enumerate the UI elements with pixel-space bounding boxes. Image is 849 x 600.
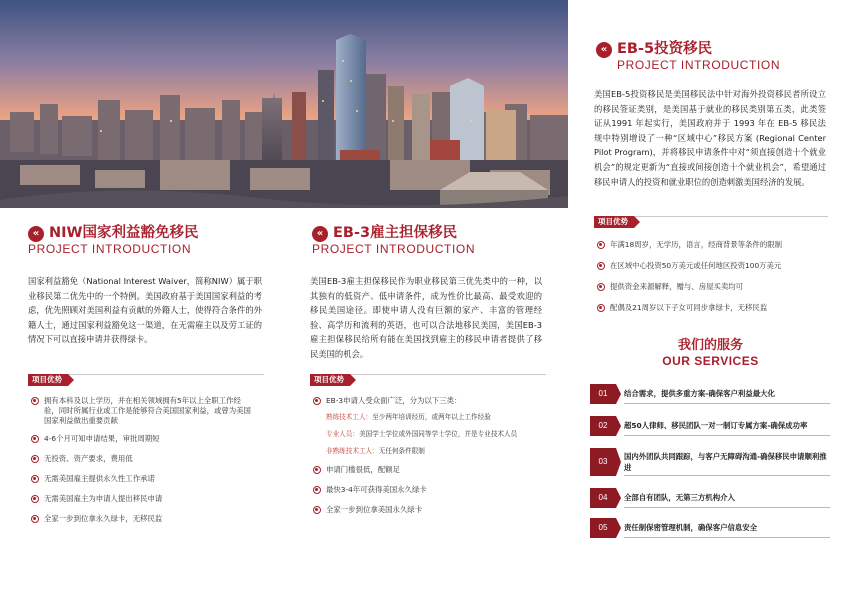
category-desc: 美国学士学位或外国同等学士学位，并是专业技术人员 bbox=[358, 430, 518, 438]
city-skyline-photo bbox=[0, 0, 568, 208]
list-item: 提供资金来源解释，赠与、房屋买卖均可 bbox=[594, 282, 830, 292]
service-number: 02 bbox=[590, 416, 616, 436]
double-chevron-icon: « bbox=[28, 226, 44, 242]
list-item: 全家一步到位拿美国永久绿卡 bbox=[310, 505, 546, 515]
services-heading bbox=[594, 338, 827, 369]
niw-title-en: PROJECT INTRODUCTION bbox=[28, 242, 192, 256]
service-item bbox=[590, 488, 830, 508]
eb5-title-cn: EB-5投资移民 bbox=[617, 41, 713, 57]
eb3-title-cn: EB-3雇主担保移民 bbox=[333, 225, 458, 241]
list-item: 年满18周岁，无学历，语言，经商背景等条件的限制 bbox=[594, 240, 830, 250]
service-item bbox=[590, 518, 830, 538]
list-item: 全家一步到位拿永久绿卡，无移民监 bbox=[28, 514, 254, 524]
eb3-advantage-bar bbox=[310, 374, 546, 386]
list-item: 无需美国雇主为申请人提出移民申请 bbox=[28, 494, 254, 504]
eb3-heading bbox=[312, 224, 475, 257]
list-item: 申请门槛很低，配额足 bbox=[310, 465, 546, 475]
list-item: 4-6个月可知申请结果，审批周期短 bbox=[28, 434, 254, 444]
category-desc: 无任何条件限制 bbox=[378, 447, 425, 455]
eb5-advantage-list bbox=[594, 240, 830, 313]
service-number: 04 bbox=[590, 488, 616, 508]
service-text: 结合需求，提供多重方案-确保客户利益最大化 bbox=[624, 384, 830, 404]
eb3-title-en: PROJECT INTRODUCTION bbox=[312, 242, 476, 256]
eb5-paragraph: 美国EB-5投资移民是美国移民法中针对海外投资移民者所设立的移民签证类别，是美国基于就业的移民类别第五类，此类签证从1991 年起实行，美国政府并于 1993 年在 EB-5 移民法规中特别增设了一种“区域中心”移民方案 (Regional Center Pilot Program)，并将移民申请条件中对“须直接创造十个就业机会”的规定更新为“直接或间接创造十个就业机会”，希望通过移民申请人的投资和就业职位的创造刺激美国经济的发展。 bbox=[594, 89, 826, 187]
list-item: 配偶及21周岁以下子女可同步拿绿卡，无移民监 bbox=[594, 303, 830, 313]
eb5-advantage-tag: 项目优势 bbox=[594, 216, 634, 228]
service-text: 国内外团队共同跟踪，与客户无障碍沟通-确保移民申请顺利推进 bbox=[624, 448, 830, 476]
service-text: 超50人律师、移民团队一对一制订专属方案-确保成功率 bbox=[624, 416, 830, 436]
service-number: 01 bbox=[590, 384, 616, 404]
eb3-category-1 bbox=[326, 413, 548, 423]
service-item bbox=[590, 384, 830, 404]
eb5-title-en: PROJECT INTRODUCTION bbox=[617, 58, 781, 72]
service-item bbox=[590, 448, 830, 476]
eb3-paragraph: 美国EB-3雇主担保移民作为职业移民第三优先类中的一种，以其独有的低资产、低申请条件，成为性价比最高、最受欢迎的移民美国途径。即使申请人没有巨额的家产、丰富的管理经验、高学历和流利的英语，也可以合法地移民美国，美国EB-3雇主担保移民给所有能在美国找到雇主的移民申请者提供了移民美国的机会。 bbox=[310, 276, 542, 359]
service-text: 责任制保密管理机制，确保客户信息安全 bbox=[624, 518, 830, 538]
list-item: 拥有本科及以上学历，并在相关领域拥有5年以上全职工作经验，同时所属行业或工作是能够符合美国国家利益，或曾为美国国家利益做出重要贡献 bbox=[28, 396, 254, 426]
category-desc: 至少两年培训经历，或两年以上工作经验 bbox=[372, 413, 491, 421]
services-title-en: OUR SERVICES bbox=[662, 354, 759, 368]
category-key: 非熟练技术工人： bbox=[326, 447, 379, 455]
double-chevron-icon: « bbox=[312, 226, 328, 242]
niw-title-cn: NIW国家利益豁免移民 bbox=[49, 225, 199, 241]
list-item: EB-3申请人受众面广泛，分为以下三类： bbox=[310, 396, 546, 406]
list-item: 无投资、资产要求，费用低 bbox=[28, 454, 254, 464]
double-chevron-icon: « bbox=[596, 42, 612, 58]
niw-paragraph: 国家利益豁免（National Interest Waiver，简称NIW）属于职业移民第二优先中的一个特例。美国政府基于美国国家利益的考虑，优先照顾对美国利益有贡献的外籍人士，使得符合条件的外籍人士，通过国家利益豁免这一渠道，在无需雇主以及劳工证的情况下可以直接申请并获得绿卡。 bbox=[28, 276, 262, 345]
eb3-category-3 bbox=[326, 447, 548, 457]
eb5-heading bbox=[596, 40, 780, 73]
service-number: 05 bbox=[590, 518, 616, 538]
service-number: 03 bbox=[590, 448, 616, 476]
niw-advantage-tag: 项目优势 bbox=[28, 374, 68, 386]
eb5-advantage-bar bbox=[594, 216, 828, 228]
list-item: 最快3-4年可获得美国永久绿卡 bbox=[310, 485, 546, 495]
niw-advantage-bar bbox=[28, 374, 264, 386]
niw-advantage-list bbox=[28, 396, 254, 524]
eb3-advantage-first bbox=[310, 396, 546, 406]
niw-heading bbox=[28, 224, 199, 257]
list-item: 在区域中心投资50万美元或任何地区投资100万美元 bbox=[594, 261, 830, 271]
service-item bbox=[590, 416, 830, 436]
list-item: 无需美国雇主提供永久性工作承诺 bbox=[28, 474, 254, 484]
category-key: 专业人员： bbox=[326, 430, 359, 438]
category-key: 熟练技术工人： bbox=[326, 413, 373, 421]
eb3-advantage-tag: 项目优势 bbox=[310, 374, 350, 386]
service-text: 全部自有团队，无第三方机构介入 bbox=[624, 488, 830, 508]
eb3-advantage-list bbox=[310, 465, 546, 515]
services-title-cn: 我们的服务 bbox=[677, 338, 743, 353]
eb3-category-2 bbox=[326, 430, 548, 440]
